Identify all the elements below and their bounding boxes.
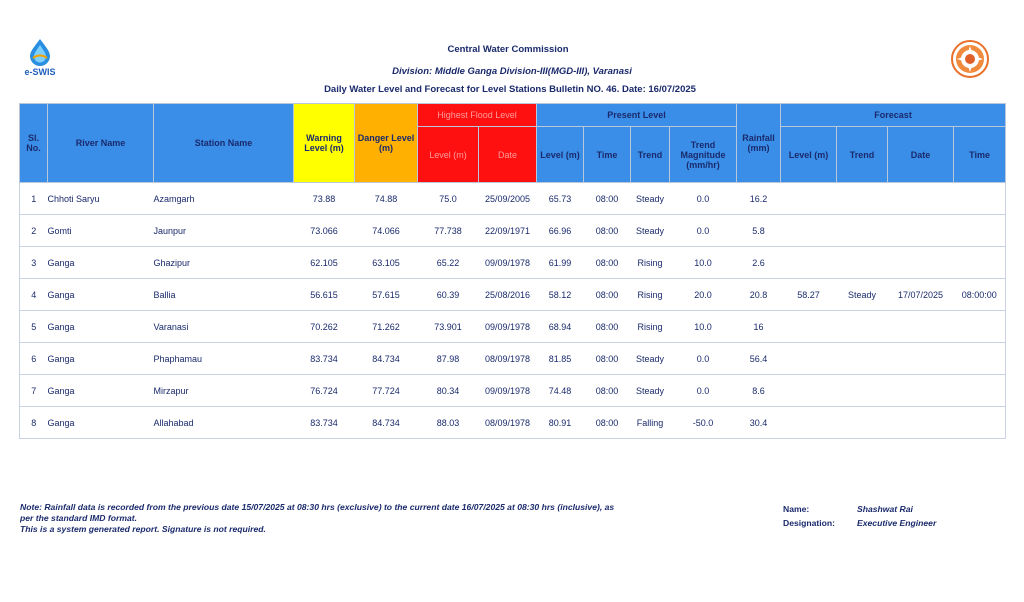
- col-present-time: Time: [584, 127, 631, 183]
- note-line-1: Note: Rainfall data is recorded from the previous date 15/07/2025 at 08:30 hrs (exclusive) to the current date 16/07/2025 at 08:30 hrs (inclusive), as: [20, 502, 615, 512]
- cell-warning-level: 83.734: [294, 407, 355, 439]
- cell-rainfall: 20.8: [737, 279, 781, 311]
- cell-present-time: 08:00: [584, 215, 631, 247]
- cell-rainfall: 16.2: [737, 183, 781, 215]
- col-highest-flood-level: Highest Flood Level: [418, 104, 537, 127]
- cell-warning-level: 73.066: [294, 215, 355, 247]
- cell-hfl-date: 22/09/1971: [479, 215, 537, 247]
- cell-present-level: 81.85: [537, 343, 584, 375]
- cell-trend-magnitude: 10.0: [670, 311, 737, 343]
- designation-value: Executive Engineer: [857, 518, 937, 528]
- cell-sl-no: 4: [20, 279, 48, 311]
- note-line-3: This is a system generated report. Signature is not required.: [20, 524, 266, 534]
- cell-forecast-level: [781, 343, 837, 375]
- cell-trend-magnitude: 0.0: [670, 375, 737, 407]
- cell-forecast-level: [781, 215, 837, 247]
- cell-present-time: 08:00: [584, 279, 631, 311]
- cell-present-trend: Steady: [631, 375, 670, 407]
- col-trend-magnitude: Trend Magnitude (mm/hr): [670, 127, 737, 183]
- col-forecast-time: Time: [954, 127, 1006, 183]
- col-rainfall: Rainfall (mm): [737, 104, 781, 183]
- cell-station-name: Mirzapur: [154, 375, 294, 407]
- cell-forecast-time: [954, 311, 1006, 343]
- cell-forecast-date: [888, 311, 954, 343]
- cell-forecast-level: 58.27: [781, 279, 837, 311]
- table-row: [20, 215, 1006, 247]
- table-row: [20, 375, 1006, 407]
- bulletin-title: Daily Water Level and Forecast for Level Stations Bulletin NO. 46. Date: 16/07/2025: [324, 84, 696, 95]
- cell-station-name: Jaunpur: [154, 215, 294, 247]
- cell-rainfall: 56.4: [737, 343, 781, 375]
- cell-station-name: Allahabad: [154, 407, 294, 439]
- cell-forecast-trend: [837, 215, 888, 247]
- cell-present-trend: Steady: [631, 343, 670, 375]
- table-row: [20, 311, 1006, 343]
- cell-danger-level: 63.105: [355, 247, 418, 279]
- cell-present-time: 08:00: [584, 375, 631, 407]
- cell-danger-level: 84.734: [355, 407, 418, 439]
- cell-present-level: 68.94: [537, 311, 584, 343]
- cell-trend-magnitude: 0.0: [670, 215, 737, 247]
- cell-hfl-date: 09/09/1978: [479, 311, 537, 343]
- cell-present-time: 08:00: [584, 343, 631, 375]
- cell-forecast-time: [954, 215, 1006, 247]
- cell-forecast-date: [888, 215, 954, 247]
- cell-hfl-level: 60.39: [418, 279, 479, 311]
- cell-river-name: Ganga: [48, 343, 154, 375]
- cell-warning-level: 76.724: [294, 375, 355, 407]
- note-line-2: per the standard IMD format.: [20, 513, 137, 523]
- cell-hfl-date: 09/09/1978: [479, 375, 537, 407]
- col-hfl-date: Date: [479, 127, 537, 183]
- col-warning-level: Warning Level (m): [294, 104, 355, 183]
- cell-trend-magnitude: 0.0: [670, 343, 737, 375]
- cell-present-trend: Rising: [631, 311, 670, 343]
- table-row: [20, 279, 1006, 311]
- cell-hfl-level: 73.901: [418, 311, 479, 343]
- cell-forecast-date: [888, 407, 954, 439]
- cell-danger-level: 71.262: [355, 311, 418, 343]
- cell-present-trend: Rising: [631, 247, 670, 279]
- cell-present-trend: Rising: [631, 279, 670, 311]
- cell-warning-level: 56.615: [294, 279, 355, 311]
- cell-rainfall: 16: [737, 311, 781, 343]
- cell-forecast-time: [954, 247, 1006, 279]
- cell-river-name: Chhoti Saryu: [48, 183, 154, 215]
- cell-warning-level: 70.262: [294, 311, 355, 343]
- cell-sl-no: 5: [20, 311, 48, 343]
- cell-river-name: Ganga: [48, 375, 154, 407]
- cell-hfl-level: 75.0: [418, 183, 479, 215]
- cell-station-name: Ballia: [154, 279, 294, 311]
- col-forecast-level: Level (m): [781, 127, 837, 183]
- cell-hfl-level: 65.22: [418, 247, 479, 279]
- col-forecast-date: Date: [888, 127, 954, 183]
- cell-forecast-date: 17/07/2025: [888, 279, 954, 311]
- cell-sl-no: 6: [20, 343, 48, 375]
- cell-present-level: 58.12: [537, 279, 584, 311]
- col-forecast: Forecast: [781, 104, 1006, 127]
- cell-forecast-trend: Steady: [837, 279, 888, 311]
- cell-present-trend: Steady: [631, 183, 670, 215]
- cell-forecast-level: [781, 183, 837, 215]
- cell-station-name: Ghazipur: [154, 247, 294, 279]
- cell-forecast-date: [888, 183, 954, 215]
- cell-sl-no: 2: [20, 215, 48, 247]
- cell-warning-level: 73.88: [294, 183, 355, 215]
- cell-sl-no: 8: [20, 407, 48, 439]
- table-row: [20, 407, 1006, 439]
- cell-sl-no: 3: [20, 247, 48, 279]
- cell-present-time: 08:00: [584, 183, 631, 215]
- cell-hfl-level: 87.98: [418, 343, 479, 375]
- org-title: Central Water Commission: [447, 44, 569, 55]
- cell-danger-level: 57.615: [355, 279, 418, 311]
- cell-present-level: 61.99: [537, 247, 584, 279]
- cell-forecast-time: [954, 407, 1006, 439]
- cell-forecast-time: [954, 343, 1006, 375]
- cell-forecast-trend: [837, 183, 888, 215]
- cell-river-name: Ganga: [48, 311, 154, 343]
- cell-present-time: 08:00: [584, 247, 631, 279]
- cell-present-level: 66.96: [537, 215, 584, 247]
- cell-forecast-time: [954, 183, 1006, 215]
- name-label: Name:: [783, 504, 810, 514]
- cell-hfl-level: 88.03: [418, 407, 479, 439]
- cell-station-name: Varanasi: [154, 311, 294, 343]
- cell-forecast-level: [781, 407, 837, 439]
- cell-forecast-level: [781, 247, 837, 279]
- cell-hfl-date: 08/09/1978: [479, 343, 537, 375]
- table-row: [20, 343, 1006, 375]
- cell-warning-level: 83.734: [294, 343, 355, 375]
- cell-present-level: 74.48: [537, 375, 584, 407]
- cell-danger-level: 74.88: [355, 183, 418, 215]
- col-sl-no: Sl. No.: [20, 104, 48, 183]
- cell-sl-no: 1: [20, 183, 48, 215]
- cell-trend-magnitude: 20.0: [670, 279, 737, 311]
- cell-forecast-date: [888, 247, 954, 279]
- col-hfl-level: Level (m): [418, 127, 479, 183]
- cell-river-name: Ganga: [48, 247, 154, 279]
- cell-rainfall: 2.6: [737, 247, 781, 279]
- cell-hfl-level: 80.34: [418, 375, 479, 407]
- cell-forecast-trend: [837, 247, 888, 279]
- cell-river-name: Ganga: [48, 279, 154, 311]
- designation-label: Designation:: [783, 518, 836, 528]
- cell-forecast-level: [781, 311, 837, 343]
- cell-present-level: 80.91: [537, 407, 584, 439]
- cell-forecast-date: [888, 343, 954, 375]
- cell-hfl-date: 09/09/1978: [479, 247, 537, 279]
- cell-present-level: 65.73: [537, 183, 584, 215]
- rainfall-note: [20, 502, 680, 535]
- cell-warning-level: 62.105: [294, 247, 355, 279]
- cell-trend-magnitude: -50.0: [670, 407, 737, 439]
- cell-sl-no: 7: [20, 375, 48, 407]
- logo-text: e-SWIS: [24, 67, 56, 77]
- cell-forecast-date: [888, 375, 954, 407]
- cell-forecast-time: [954, 375, 1006, 407]
- cell-river-name: Gomti: [48, 215, 154, 247]
- cell-hfl-date: 08/09/1978: [479, 407, 537, 439]
- cell-rainfall: 5.8: [737, 215, 781, 247]
- cell-danger-level: 84.734: [355, 343, 418, 375]
- col-station-name: Station Name: [154, 104, 294, 183]
- water-level-table: [19, 103, 1006, 439]
- cell-danger-level: 77.724: [355, 375, 418, 407]
- cell-forecast-trend: [837, 375, 888, 407]
- cell-forecast-level: [781, 375, 837, 407]
- name-value: Shashwat Rai: [857, 504, 913, 514]
- table-row: [20, 247, 1006, 279]
- division-title: Division: Middle Ganga Division-III(MGD-III), Varanasi: [392, 66, 632, 77]
- cell-forecast-trend: [837, 407, 888, 439]
- cell-forecast-trend: [837, 311, 888, 343]
- table-row: [20, 183, 1006, 215]
- col-danger-level: Danger Level (m): [355, 104, 418, 183]
- cell-forecast-trend: [837, 343, 888, 375]
- cell-rainfall: 30.4: [737, 407, 781, 439]
- col-present-trend: Trend: [631, 127, 670, 183]
- col-present-level: Present Level: [537, 104, 737, 127]
- col-river-name: River Name: [48, 104, 154, 183]
- cell-forecast-time: 08:00:00: [954, 279, 1006, 311]
- cell-present-time: 08:00: [584, 311, 631, 343]
- cell-trend-magnitude: 0.0: [670, 183, 737, 215]
- cell-rainfall: 8.6: [737, 375, 781, 407]
- col-present-level-m: Level (m): [537, 127, 584, 183]
- cell-river-name: Ganga: [48, 407, 154, 439]
- cell-trend-magnitude: 10.0: [670, 247, 737, 279]
- col-forecast-trend: Trend: [837, 127, 888, 183]
- cell-present-trend: Falling: [631, 407, 670, 439]
- cell-present-trend: Steady: [631, 215, 670, 247]
- cell-station-name: Azamgarh: [154, 183, 294, 215]
- cell-hfl-date: 25/09/2005: [479, 183, 537, 215]
- cell-present-time: 08:00: [584, 407, 631, 439]
- cell-hfl-level: 77.738: [418, 215, 479, 247]
- signatory-block: [783, 502, 936, 530]
- cell-hfl-date: 25/08/2016: [479, 279, 537, 311]
- cell-danger-level: 74.066: [355, 215, 418, 247]
- cell-station-name: Phaphamau: [154, 343, 294, 375]
